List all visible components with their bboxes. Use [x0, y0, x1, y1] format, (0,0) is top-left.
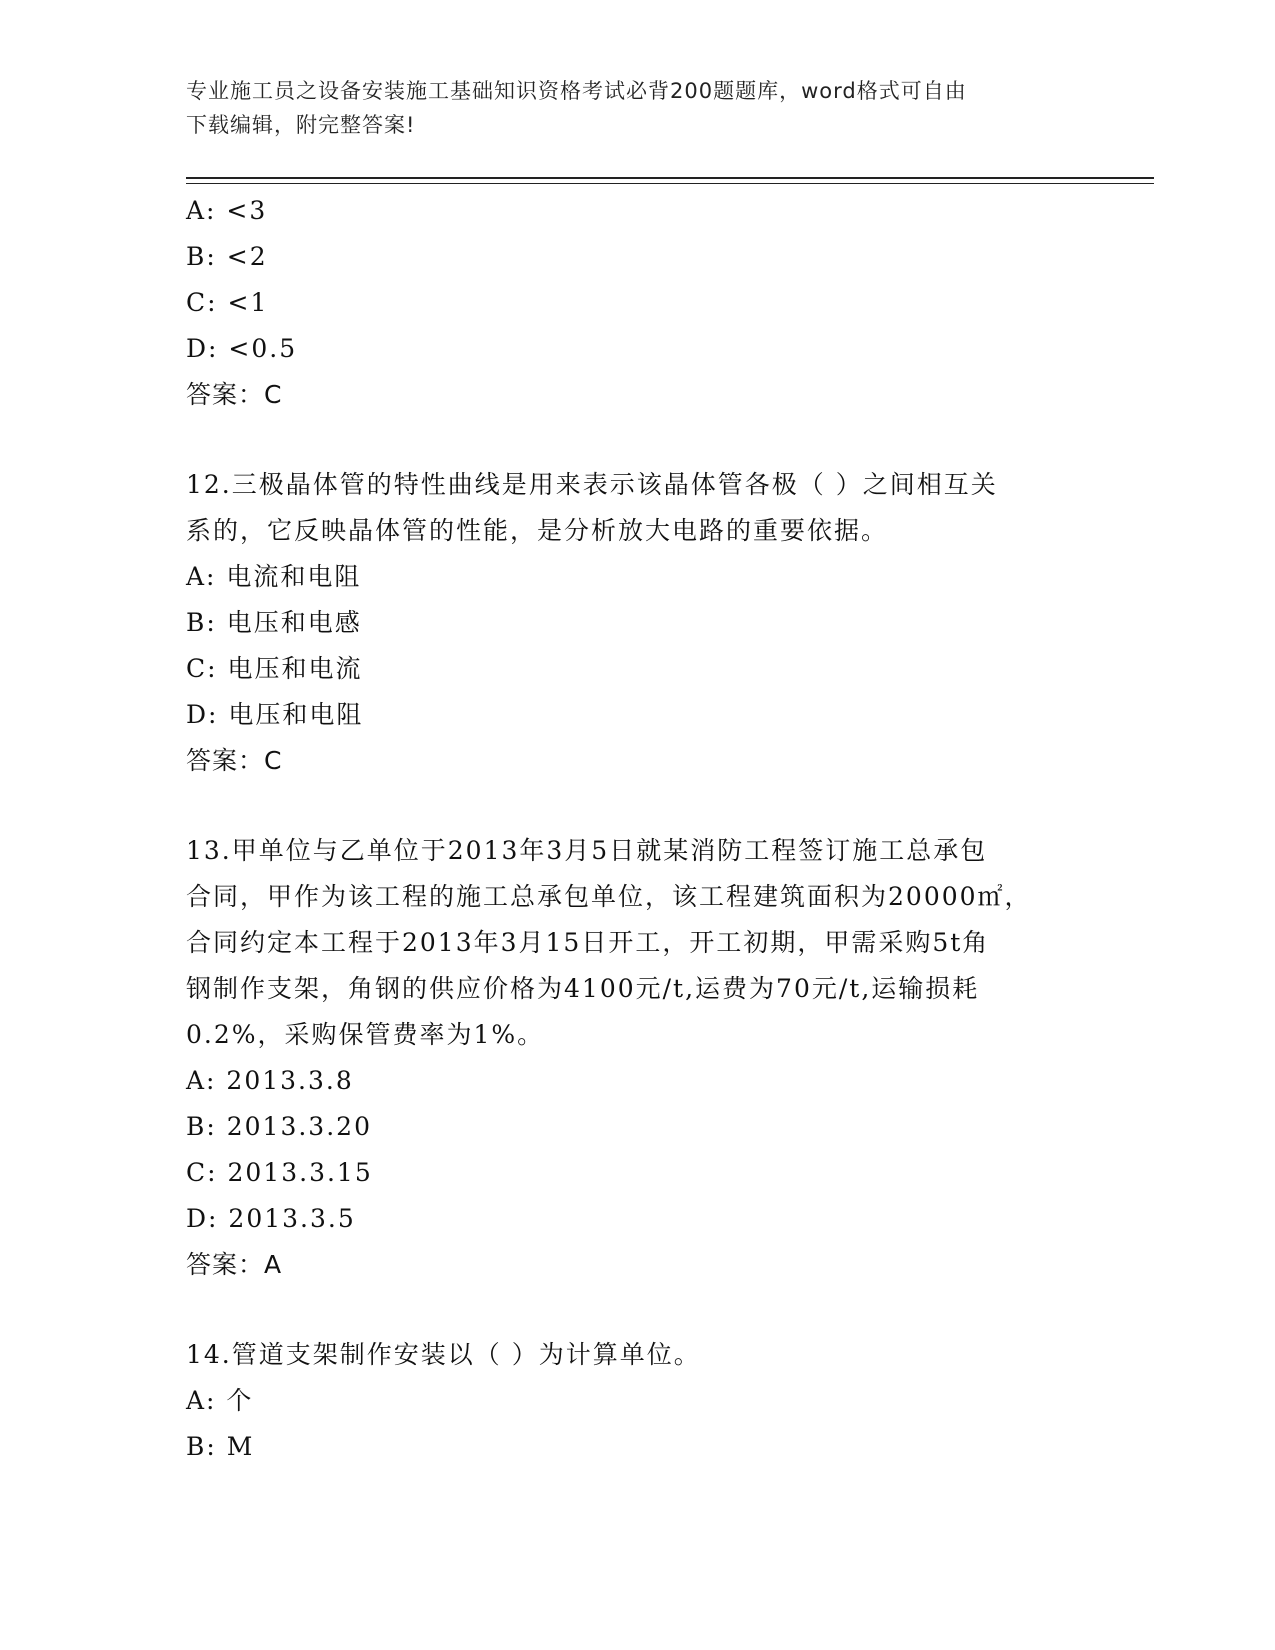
option-d: D: 2013.3.5	[186, 1204, 356, 1233]
option-b: B: 2013.3.20	[186, 1112, 372, 1141]
option-b: B: <2	[186, 242, 268, 271]
option-a: A: 2013.3.8	[186, 1066, 354, 1095]
document-header	[186, 74, 1086, 142]
header-line-1: 专业施工员之设备安装施工基础知识资格考试必背200题题库，word格式可自由	[186, 79, 967, 103]
question-12	[186, 462, 1066, 784]
question-text-line: 合同，甲作为该工程的施工总承包单位，该工程建筑面积为20000㎡，	[186, 882, 1032, 911]
question-text-line: 13.甲单位与乙单位于2013年3月5日就某消防工程签订施工总承包	[186, 836, 988, 865]
option-d: D: <0.5	[186, 334, 298, 363]
option-c: C: 2013.3.15	[186, 1158, 373, 1187]
option-a: A: 个	[186, 1386, 254, 1415]
option-c: C: <1	[186, 288, 269, 317]
question-text-line: 0.2%，采购保管费率为1%。	[186, 1020, 545, 1049]
answer: 答案：C	[186, 746, 283, 775]
option-a: A: 电流和电阻	[186, 562, 362, 591]
question-text-line: 合同约定本工程于2013年3月15日开工，开工初期，甲需采购5t角	[186, 928, 990, 957]
answer: 答案：A	[186, 1250, 283, 1279]
option-c: C: 电压和电流	[186, 654, 363, 683]
header-line-2: 下载编辑，附完整答案!	[186, 113, 416, 137]
option-b: B: 电压和电感	[186, 608, 362, 637]
header-divider-top	[186, 177, 1154, 179]
option-b: B: M	[186, 1432, 255, 1461]
question-list	[186, 188, 1066, 1470]
option-a: A: <3	[186, 196, 268, 225]
question-14	[186, 1332, 1066, 1470]
question-text-line: 钢制作支架，角钢的供应价格为4100元/t,运费为70元/t,运输损耗	[186, 974, 980, 1003]
header-divider-bottom	[186, 183, 1154, 184]
question-text-line: 12.三极晶体管的特性曲线是用来表示该晶体管各极（ ）之间相互关	[186, 470, 998, 499]
question-13	[186, 828, 1066, 1288]
question-text-line: 系的，它反映晶体管的性能，是分析放大电路的重要依据。	[186, 516, 889, 545]
question-11	[186, 188, 1066, 418]
answer: 答案：C	[186, 380, 283, 409]
option-d: D: 电压和电阻	[186, 700, 364, 729]
question-text-line: 14.管道支架制作安装以（ ）为计算单位。	[186, 1340, 701, 1369]
